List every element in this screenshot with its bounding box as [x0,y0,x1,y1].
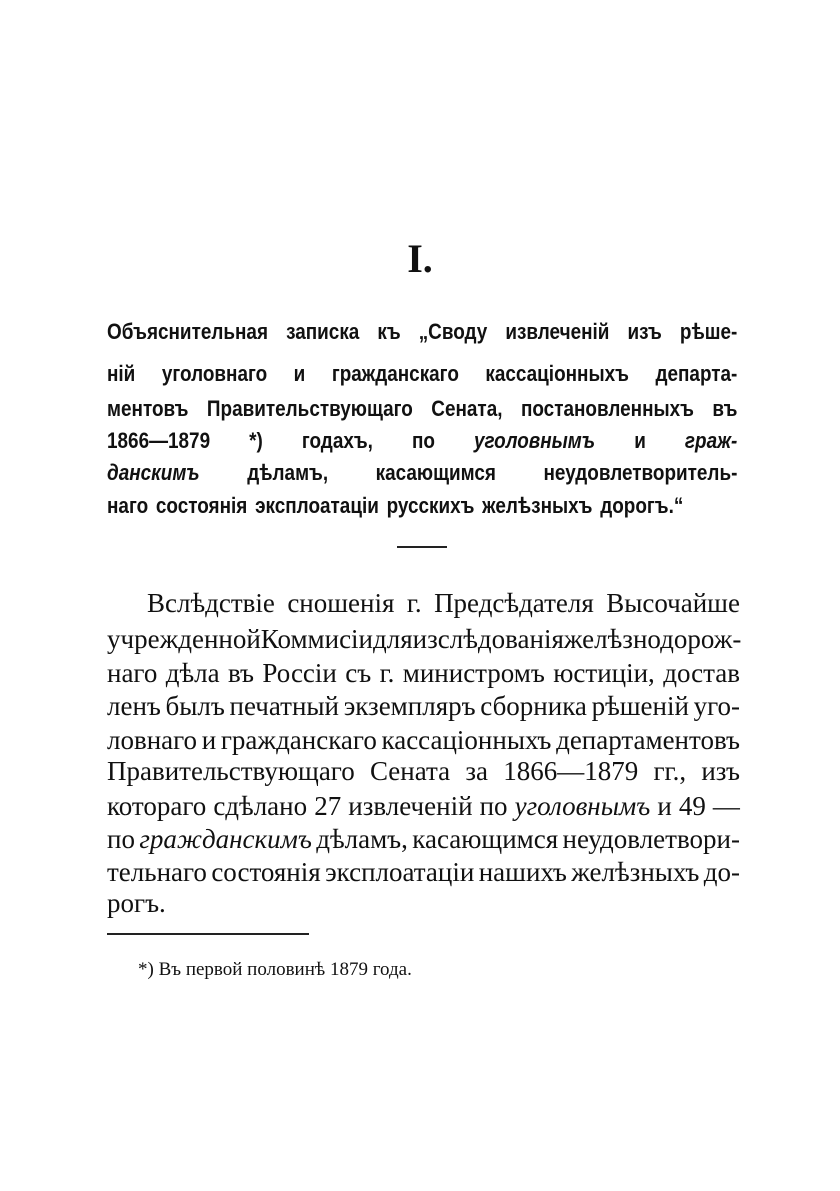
heading-word: Правительствующаго [206,396,413,421]
body-word: былъ [165,691,225,721]
body-word: Сената [369,756,451,786]
body-line-1 [147,584,740,623]
body-word: Высочайше [606,588,740,618]
body-word: изслѣдованія [412,624,564,654]
body-word: желѣзныхъ [571,857,700,887]
body-word: юстиціи, [553,658,655,688]
body-word-emphasis: гражданскимъ [139,824,312,854]
body-word: 49 [678,791,706,821]
body-word: 1866—1879 [503,756,639,786]
body-word: дѣламъ, [316,824,408,854]
heading-word-emphasis: граж- [684,428,738,453]
heading-word: русскихъ [386,493,475,518]
body-word: изъ [701,756,740,786]
body-word: печатный [229,691,340,721]
body-word: касающимся [412,824,559,854]
body-word: тельнаго [107,857,207,887]
body-word: рѣшеній [591,691,689,721]
body-word: сборника [480,691,587,721]
body-word: Правительствующаго [107,756,355,786]
body-word: департаментовъ [556,725,740,755]
body-word: министромъ [402,658,545,688]
heading-word: „Своду [418,319,488,344]
heading-word-emphasis: уголовнымъ [474,428,596,453]
body-word: извлеченій [348,791,473,821]
body-word: кассаціонныхъ [381,725,552,755]
footnote-rule [107,933,309,935]
heading-word: изъ [627,319,662,344]
heading-word: извлеченій [505,319,610,344]
heading-word: годахъ, [301,428,373,453]
body-word: гражданскаго [220,725,377,755]
body-word: и [201,725,217,755]
heading-word: дорогъ.“ [600,493,684,518]
body-line-10 [107,884,740,923]
heading-word: неудовлетворитель- [543,460,738,485]
body-word: экземпляръ [343,691,476,721]
body-word-emphasis: уголовнымъ [514,791,651,821]
heading-word: по [411,428,435,453]
body-word: и [657,791,672,821]
section-separator [397,546,447,548]
heading-word: наго [107,493,149,518]
body-word: котораго [107,791,207,821]
heading-word: состоянія [155,493,248,518]
chapter-number: I. [407,236,433,281]
body-word: Вслѣдствіе [147,588,275,618]
body-word: съ [345,658,372,688]
heading-word: эксплоатаціи [255,493,379,518]
heading-word: ній [107,361,136,386]
heading-word: *) [249,428,263,453]
body-word: учрежденной [107,624,261,654]
heading-line-1 [107,311,737,352]
heading-word: къ [377,319,401,344]
body-word: г. [406,588,422,618]
body-word: Россіи [262,658,337,688]
body-word: рогъ. [107,888,166,918]
body-word: дѣла [165,658,220,688]
heading-word: 1866—1879 [107,428,211,453]
body-word: уго- [693,691,740,721]
body-word: сдѣлано [213,791,308,821]
heading-word: дѣламъ, [247,460,329,485]
heading-line-6 [107,485,737,526]
body-word: Предсѣдателя [434,588,594,618]
body-word: сношенія [287,588,395,618]
body-word: наго [107,658,158,688]
body-word: состоянія [211,857,321,887]
body-word: въ [227,658,255,688]
heading-word: гражданскаго [331,361,459,386]
body-line-6 [107,752,740,791]
heading-word-emphasis: данскимъ [107,460,200,485]
heading-word: кассаціонныхъ [485,361,629,386]
heading-word: касающимся [375,460,496,485]
heading-word: желѣзныхъ [482,493,593,518]
body-word: нашихъ [478,857,567,887]
body-word: гг., [653,756,687,786]
body-word: по [479,791,508,821]
heading-word: рѣше- [679,319,738,344]
footnote: *) Въ первой половинѣ 1879 года. [138,959,412,980]
heading-word: уголовнаго [161,361,268,386]
body-word: г. [379,658,395,688]
heading-word: и [634,428,646,453]
body-word: — [712,791,740,821]
body-word: неудовлетвори- [562,824,740,854]
body-word: желѣзнодорож- [563,624,742,654]
body-word: для [373,624,413,654]
heading-word: ментовъ [107,396,189,421]
heading-word: постановленныхъ [520,396,694,421]
body-word: до- [703,857,740,887]
body-word: достав [663,658,740,688]
heading-word: Сената, [431,396,503,421]
heading-word: записка [286,319,360,344]
body-word: за [465,756,489,786]
body-word: Коммисіи [260,624,374,654]
heading-word: Объяснительная [107,319,269,344]
heading-word: въ [712,396,738,421]
body-word: эксплоатаціи [325,857,475,887]
heading-word: департа- [655,361,738,386]
body-word: ленъ [107,691,161,721]
heading-word: и [293,361,306,386]
body-word: по [107,824,135,854]
body-word: ловнаго [107,725,198,755]
body-word: 27 [314,791,342,821]
